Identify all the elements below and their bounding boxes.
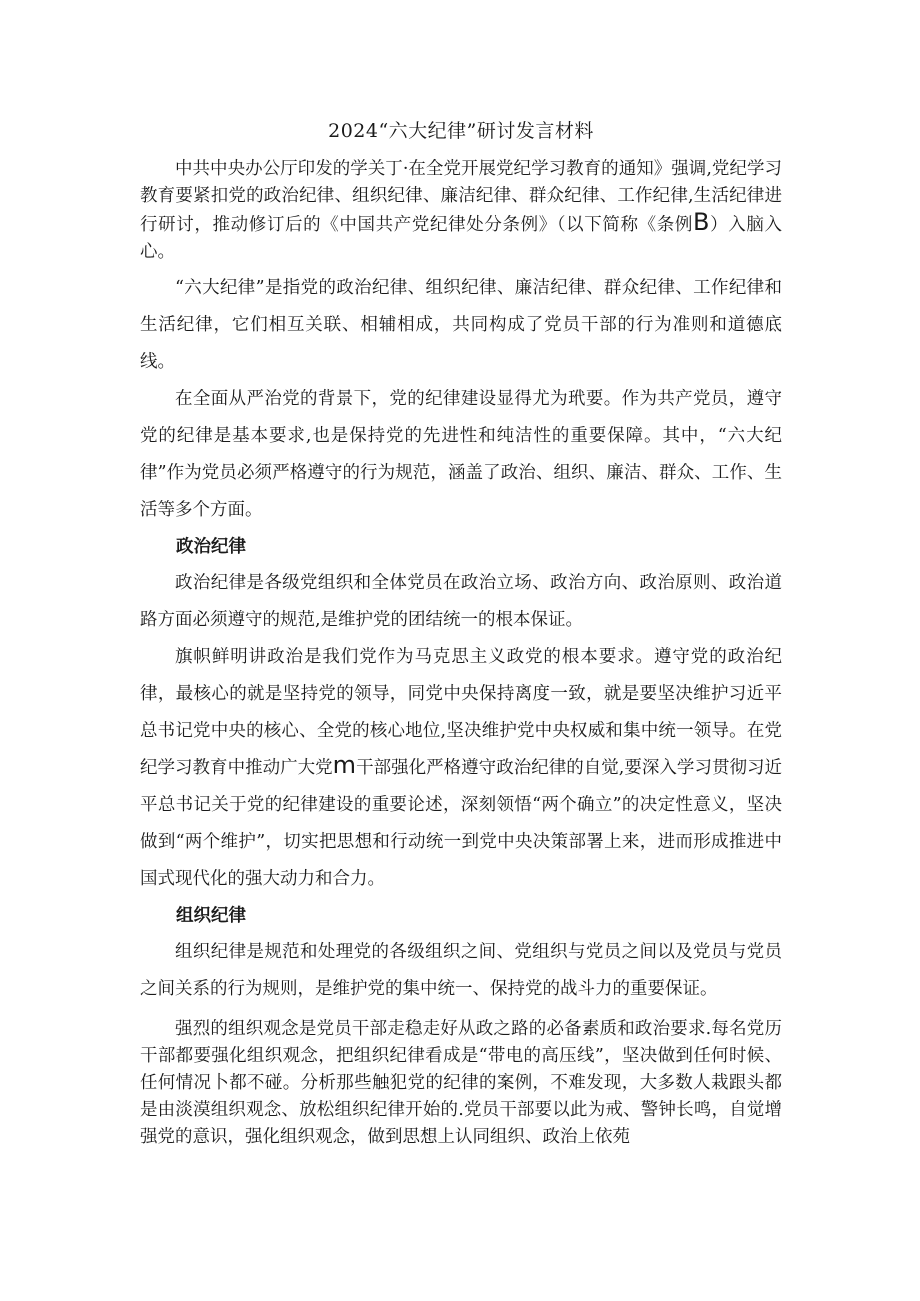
- political-discipline-paragraph: [140, 639, 782, 898]
- organizational-discipline-paragraph: 强烈的组织观念是党员干部走稳走好从政之路的必备素质和政治要求.每名党历干部都要强化组织观念，把组织纪律看成是“带电的高压线”，坚决做到任何时候、任何情况卜都不碰。分析那些触犯党的纪律的案例，不难发现，大多数人栽跟头都是由淡漠组织观念、放松组织纪律开始的.党员干部要以此为戒、警钟长鸣，自觉增强党的意识，强化组织观念，做到思想上认同组织、政治上依苑: [140, 1019, 782, 1147]
- intro-paragraph: [140, 156, 782, 266]
- political-discipline-definition: 政治纪律是各级党组织和全体党员在政治立场、政治方向、政治原则、政治道路方面必须遵守的规范,是维护党的团结统一的根本保证。: [140, 573, 782, 630]
- political-paragraph-text: 旗帜鲜明讲政治是我们党作为马克思主义政党的根本要求。遵守党的政治纪律，最核心的就是坚持党的领导，同党中央保持离度一致，就是要坚决维护习近平总书记党中央的核心、全党的核心地位,坚决维护党中央权威和集中统一领导。在党纪学习教育中推动广大党: [140, 647, 782, 778]
- intro-paragraph-glyph: B: [693, 208, 710, 236]
- intro-paragraph-tail: ）入脑入心。: [140, 215, 783, 262]
- organizational-discipline-definition: 组织纪律是规范和处理党的各级组织之间、党组织与党员之间以及党员与党员之间关系的行为规则，是维护党的集中统一、保持党的战斗力的重要保证。: [140, 942, 782, 999]
- document-page: [140, 116, 782, 1151]
- organizational-discipline-heading: 组织纪律: [176, 906, 246, 926]
- political-discipline-heading: 政治纪律: [176, 537, 246, 557]
- political-paragraph-glyph: m: [332, 751, 357, 779]
- document-title: 2024“六大纪律”研讨发言材料: [328, 120, 594, 142]
- six-disciplines-paragraph: “六大纪律”是指党的政治纪律、组织纪律、廉洁纪律、群众纪律、工作纪律和生活纪律，它们相互关联、相辅相成，共同构成了党员干部的行为准则和道德底线。: [140, 278, 782, 372]
- background-paragraph: 在全面从严治党的背景下，党的纪律建设显得尤为玳要。作为共产党员，遵守党的纪律是基本要求,也是保持党的先进性和纯洁性的重要保障。其中，“六大纪律”作为党员必须严格遵守的行为规范，涵盖了政治、组织、廉洁、群众、工作、生活等多个方面。: [140, 389, 782, 520]
- intro-paragraph-text: 中共中央办公厅印发的学关丁·在全党开展党纪学习教育的通知》强调,党纪学习教育要紧扣党的政治纪律、组织纪律、廉洁纪律、群众纪律、工作纪律,生活纪律进行研讨，推动修订后的《中国共产党纪律处分条例》（以下简称《条例: [140, 159, 782, 235]
- political-paragraph-tail: 干部强化严格遵守政治纪律的自觉,要深入学习贯彻习近平总书记关于党的纪律建设的重要论述，深刻领悟“两个确立”的决定性意义，坚决做到“两个维护”，切实把思想和行动统一到党中央决策部署上来，进而形成推进中国式现代化的强大动力和合力。: [140, 758, 783, 889]
